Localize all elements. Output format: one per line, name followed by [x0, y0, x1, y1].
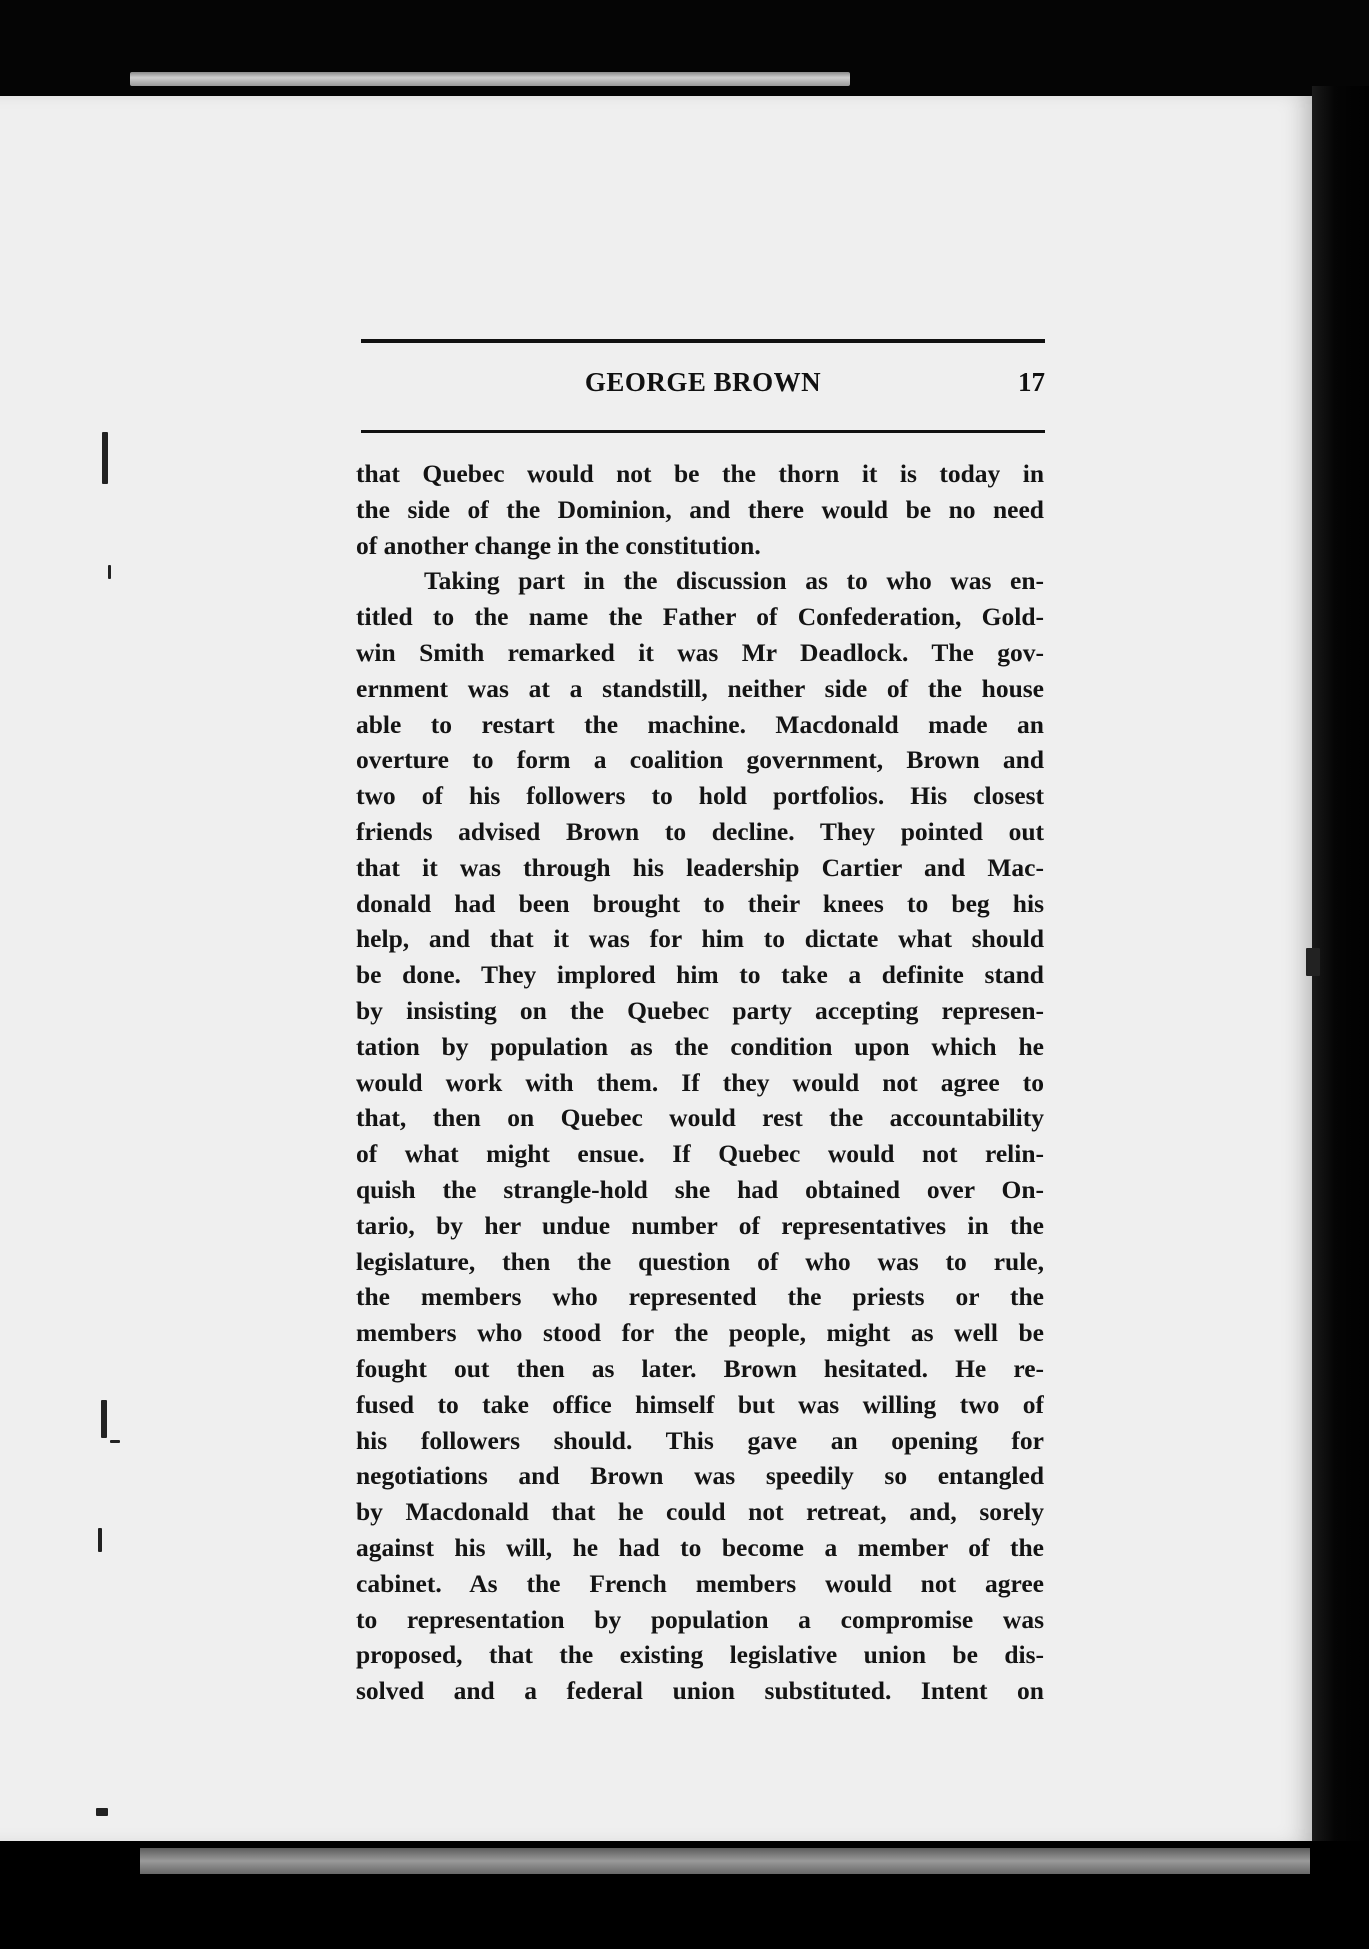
text-line: overture to form a coalition government, Brown and: [356, 745, 1044, 775]
text-line: negotiations and Brown was speedily so entangled: [356, 1461, 1044, 1491]
scan-bottom-strip: [140, 1848, 1310, 1874]
running-head: [361, 360, 1045, 404]
text-line: quish the strangle-hold she had obtained over On-: [356, 1174, 1044, 1204]
text-line: of what might ensue. If Quebec would not relin-: [356, 1139, 1044, 1169]
text-line: donald had been brought to their knees to beg his: [356, 888, 1044, 918]
header-top-rule: [361, 339, 1045, 343]
text-line: fought out then as later. Brown hesitated. He re-: [356, 1353, 1044, 1383]
text-line: the side of the Dominion, and there would be no need: [356, 494, 1044, 524]
text-line: ernment was at a standstill, neither side of the house: [356, 673, 1044, 703]
body-text: [356, 456, 1044, 1709]
text-line: help, and that it was for him to dictate what should: [356, 924, 1044, 954]
text-line: against his will, he had to become a member of the: [356, 1532, 1044, 1562]
text-line: two of his followers to hold portfolios. His closest: [356, 781, 1044, 811]
text-line: win Smith remarked it was Mr Deadlock. The gov-: [356, 637, 1044, 667]
text-line: would work with them. If they would not agree to: [356, 1067, 1044, 1097]
scan-top-strip: [130, 72, 850, 86]
margin-speck: [101, 1400, 107, 1438]
text-line: tation by population as the condition upon which he: [356, 1031, 1044, 1061]
margin-speck: [1306, 948, 1320, 976]
text-line: titled to the name the Father of Confederation, Gold-: [356, 602, 1044, 632]
text-line: members who stood for the people, might as well be: [356, 1318, 1044, 1348]
header-bottom-rule: [361, 430, 1045, 433]
text-line: fused to take office himself but was willing two of: [356, 1389, 1044, 1419]
text-line: legislature, then the question of who was to rule,: [356, 1246, 1044, 1276]
margin-speck: [102, 432, 108, 484]
running-head-title: GEORGE BROWN: [584, 367, 822, 397]
text-line: that Quebec would not be the thorn it is today in: [356, 459, 1044, 488]
text-line: of another change in the constitution.: [356, 530, 761, 560]
margin-speck: [96, 1808, 108, 1816]
paragraph-start-line: Taking part in the discussion as to who was en-: [424, 566, 1044, 596]
text-line: solved and a federal union substituted. Intent on: [356, 1676, 1044, 1706]
text-line: by insisting on the Quebec party accepting represen-: [356, 995, 1044, 1025]
margin-speck: [110, 1440, 120, 1443]
text-line: able to restart the machine. Macdonald made an: [356, 709, 1044, 739]
text-line: to representation by population a compromise was: [356, 1604, 1044, 1634]
text-line: be done. They implored him to take a definite stand: [356, 960, 1044, 990]
text-line: the members who represented the priests or the: [356, 1282, 1044, 1312]
margin-speck: [108, 565, 111, 579]
text-line: proposed, that the existing legislative union be dis-: [356, 1640, 1044, 1670]
scan-right-border: [1312, 86, 1369, 1876]
page-number: 17: [1018, 367, 1045, 397]
text-line: that, then on Quebec would rest the accountability: [356, 1103, 1044, 1133]
text-line: friends advised Brown to decline. They pointed out: [356, 816, 1044, 846]
text-line: by Macdonald that he could not retreat, and, sorely: [356, 1497, 1044, 1527]
text-line: his followers should. This gave an opening for: [356, 1425, 1044, 1455]
text-line: cabinet. As the French members would not agree: [356, 1568, 1044, 1598]
margin-speck: [98, 1528, 102, 1552]
text-line: that it was through his leadership Cartier and Mac-: [356, 852, 1044, 882]
text-line: tario, by her undue number of representatives in the: [356, 1210, 1044, 1240]
